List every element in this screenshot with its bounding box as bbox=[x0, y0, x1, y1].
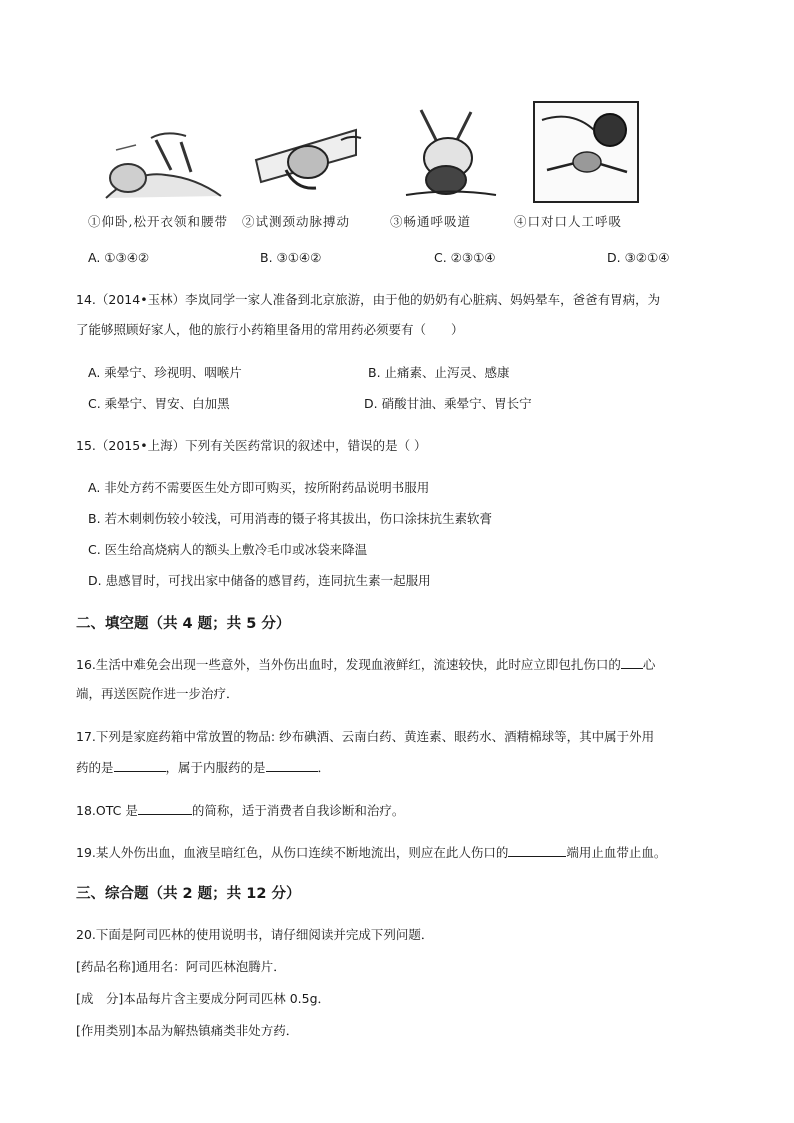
q19-text-a: 19.某人外伤出血，血液呈暗红色，从伤口连续不断地流出，则应在此人伤口的 bbox=[76, 845, 509, 860]
q14-stem-line1: 14.（2014•玉林）李岚同学一家人准备到北京旅游，由于他的奶奶有心脏病、妈妈晕车，爸爸有胃病，为 bbox=[76, 292, 661, 307]
figure-panel-3 bbox=[396, 100, 506, 208]
first-aid-figure bbox=[88, 100, 676, 240]
q13-option-a: A. ①③④② bbox=[88, 250, 150, 265]
q17-text-b: ，属于内服药的是 bbox=[165, 760, 266, 775]
q17-text-c: ． bbox=[317, 760, 331, 775]
figure-panel-2 bbox=[246, 100, 371, 208]
q15-option-c: C. 医生给高烧病人的额头上敷冷毛巾或冰袋来降温 bbox=[88, 542, 368, 557]
q16-text-a: 16.生活中难免会出现一些意外，当外伤出血时，发现血液鲜红，流速较快，此时应立即包扎伤口的 bbox=[76, 657, 621, 672]
q13-option-c: C. ②③①④ bbox=[434, 250, 496, 265]
q20-ingredients: [成 分]本品每片含主要成分阿司匹林 0.5g． bbox=[76, 991, 331, 1006]
q13-option-b: B. ③①④② bbox=[260, 250, 322, 265]
q13-option-d: D. ③②①④ bbox=[607, 250, 670, 265]
q14-option-d: D. 硝酸甘油、乘晕宁、胃长宁 bbox=[364, 396, 532, 411]
figure-caption-2: ②试测颈动脉搏动 bbox=[242, 214, 351, 229]
q16-blank bbox=[621, 655, 643, 669]
q17-line2 bbox=[76, 758, 330, 777]
q16-line1 bbox=[76, 655, 655, 674]
q18-line bbox=[76, 801, 404, 820]
q17-line1: 17.下列是家庭药箱中常放置的物品: 纱布碘酒、云南白药、黄连素、眼药水、酒精棉球等，其中属于外用 bbox=[76, 729, 655, 744]
q15-option-d: D. 患感冒时，可找出家中储备的感冒药，连同抗生素一起服用 bbox=[88, 573, 431, 588]
q14-option-c: C. 乘晕宁、胃安、白加黑 bbox=[88, 396, 230, 411]
q20-drug-name: [药品名称]通用名：阿司匹林泡腾片． bbox=[76, 959, 286, 974]
q17-blank-2 bbox=[266, 758, 318, 772]
q18-blank bbox=[138, 801, 192, 815]
q17-blank-1 bbox=[114, 758, 166, 772]
section-title-comprehensive: 三、综合题（共 2 题；共 12 分） bbox=[76, 886, 301, 902]
figure-caption-3: ③畅通呼吸道 bbox=[390, 214, 472, 229]
q19-text-b: 端用止血带止血。 bbox=[566, 845, 667, 860]
figure-panel-1 bbox=[96, 100, 226, 208]
figure-caption-4: ④口对口人工呼吸 bbox=[514, 214, 623, 229]
figure-panel-4 bbox=[532, 100, 642, 208]
q19-line bbox=[76, 843, 666, 862]
q18-text-a: 18.OTC 是 bbox=[76, 803, 138, 818]
q20-stem: 20.下面是阿司匹林的使用说明书，请仔细阅读并完成下列问题． bbox=[76, 927, 434, 942]
q15-stem: 15.（2015•上海）下列有关医药常识的叙述中，错误的是（ ） bbox=[76, 438, 427, 453]
q19-blank bbox=[508, 843, 566, 857]
section-title-fill-blank: 二、填空题（共 4 题；共 5 分） bbox=[76, 616, 291, 632]
q20-category: [作用类别]本品为解热镇痛类非处方药． bbox=[76, 1023, 299, 1038]
q14-stem-line2: 了能够照顾好家人，他的旅行小药箱里备用的常用药必须要有（ ） bbox=[76, 322, 464, 337]
q18-text-b: 的简称，适于消费者自我诊断和治疗。 bbox=[191, 803, 405, 818]
q14-option-b: B. 止痛素、止泻灵、感康 bbox=[368, 365, 510, 380]
q15-option-a: A. 非处方药不需要医生处方即可购买，按所附药品说明书服用 bbox=[88, 480, 430, 495]
q15-option-b: B. 若木刺刺伤较小较浅，可用消毒的镊子将其拔出，伤口涂抹抗生素软膏 bbox=[88, 511, 493, 526]
q16-line2: 端，再送医院作进一步治疗． bbox=[76, 686, 239, 701]
q14-option-a: A. 乘晕宁、珍视明、咽喉片 bbox=[88, 365, 242, 380]
q17-text-a: 药的是 bbox=[76, 760, 114, 775]
q16-text-b: 心 bbox=[642, 657, 656, 672]
figure-caption-1: ①仰卧,松开衣领和腰带 bbox=[88, 214, 228, 229]
